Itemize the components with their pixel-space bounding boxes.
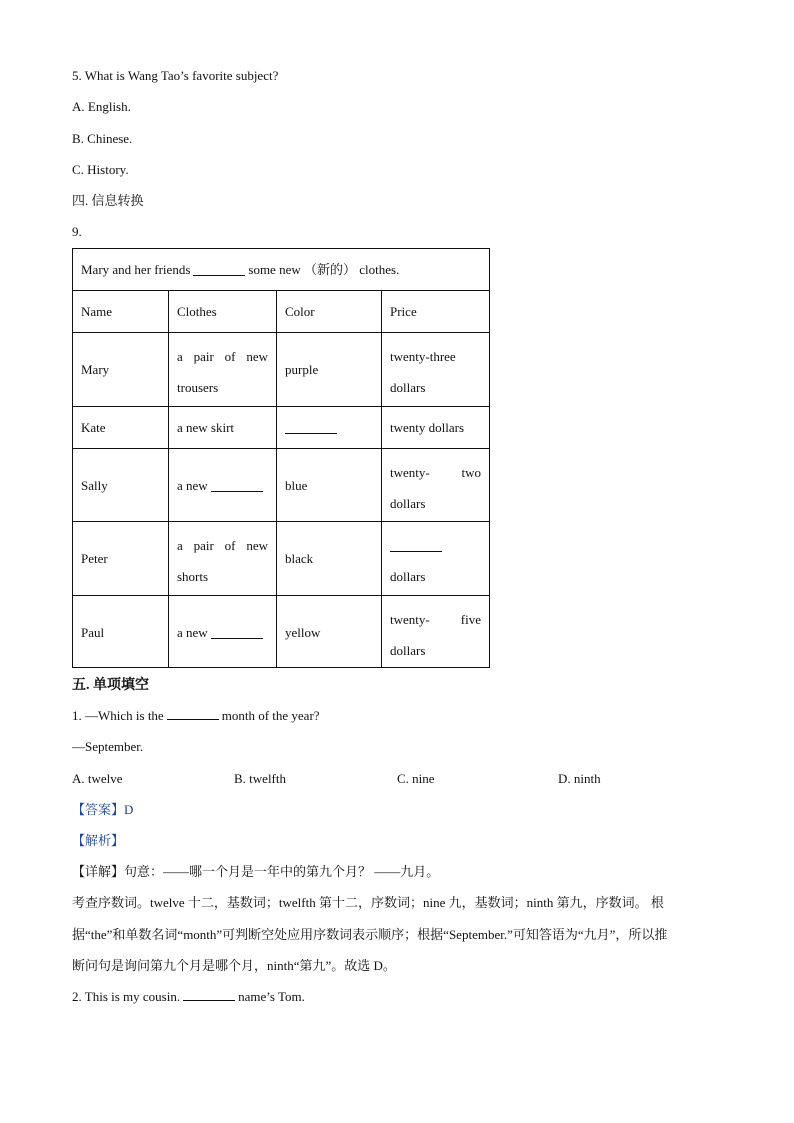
table-row-peter-price bbox=[382, 522, 489, 596]
s5-q2-stem-suffix: name’s Tom. bbox=[238, 989, 305, 1004]
table-row-mary-clothes bbox=[169, 333, 277, 407]
s5-q1-detail-2: 考查序数词。twelve 十二，基数词；twelfth 第十二，序数词；nine 九，基数词；ninth 第九，序数词。 根 bbox=[72, 895, 664, 910]
sally-price-part2: two bbox=[461, 464, 481, 480]
paul-price-part1: twenty- bbox=[390, 611, 430, 627]
table-row-kate-clothes: a new skirt bbox=[169, 407, 277, 449]
mary-clothes-line1: a pair of new bbox=[177, 349, 268, 364]
table-row-kate-price: twenty dollars bbox=[382, 407, 489, 449]
paul-price-line2: dollars bbox=[390, 642, 426, 658]
q5-question: 5. What is Wang Tao’s favorite subject? bbox=[72, 68, 279, 83]
table-row-peter-name: Peter bbox=[73, 522, 169, 596]
header-price: Price bbox=[382, 291, 489, 333]
s5-q2-blank[interactable] bbox=[183, 988, 235, 1001]
kate-color-blank[interactable] bbox=[285, 421, 337, 434]
s5-q1-detail-4: 断问句是询问第九个月是哪个月，ninth“第九”。故选 D。 bbox=[72, 958, 396, 973]
table-row-kate-name: Kate bbox=[73, 407, 169, 449]
s5-q1-analysis-label: 【解析】 bbox=[72, 833, 125, 848]
s5-q1-detail-3: 据“the”和单数名词“month”可判断空处应用序数词表示顺序；根据“September.”可知答语为“九月”，所以推 bbox=[72, 927, 668, 942]
s5-q1-stem-prefix: 1. —Which is the bbox=[72, 708, 164, 723]
table-title-prefix: Mary and her friends bbox=[81, 262, 191, 277]
s5-q2-stem bbox=[72, 988, 305, 1006]
q5-option-a: A. English. bbox=[72, 99, 131, 114]
s5-q2-stem-prefix: 2. This is my cousin. bbox=[72, 989, 181, 1004]
table-row-kate-color bbox=[277, 407, 382, 449]
q5-option-b: B. Chinese. bbox=[72, 131, 133, 146]
section-5-heading: 五. 单项填空 bbox=[72, 678, 149, 693]
table-row-paul-color: yellow bbox=[277, 596, 382, 668]
table-row-sally-name: Sally bbox=[73, 449, 169, 522]
s5-q1-stem-suffix: month of the year? bbox=[221, 708, 320, 723]
mary-clothes-line2: trousers bbox=[177, 380, 219, 395]
s5-q1-option-b: B. twelfth bbox=[234, 771, 286, 786]
table-row-peter-color: black bbox=[277, 522, 382, 596]
s5-q1-stem bbox=[72, 707, 320, 725]
q5-option-c: C. History. bbox=[72, 162, 129, 177]
table-row-paul-name: Paul bbox=[73, 596, 169, 668]
table-title bbox=[73, 249, 489, 291]
header-color: Color bbox=[277, 291, 382, 333]
table-row-sally-color: blue bbox=[277, 449, 382, 522]
s5-q1-answer-line: —September. bbox=[72, 739, 144, 754]
table-row-mary-price bbox=[382, 333, 489, 407]
peter-clothes-line1: a pair of new bbox=[177, 538, 268, 553]
peter-price-blank[interactable] bbox=[390, 539, 442, 552]
s5-q1-blank[interactable] bbox=[167, 707, 219, 720]
section-4-heading: 四. 信息转换 bbox=[72, 193, 144, 208]
header-clothes: Clothes bbox=[169, 291, 277, 333]
s5-q1-answer: 【答案】D bbox=[72, 802, 134, 817]
mary-price-line1: twenty-three bbox=[390, 349, 456, 364]
table-row-mary-name: Mary bbox=[73, 333, 169, 407]
sally-price-line2: dollars bbox=[390, 495, 426, 511]
table-row-paul-clothes bbox=[169, 596, 277, 668]
s5-q1-option-a: A. twelve bbox=[72, 771, 123, 786]
s5-q1-option-c: C. nine bbox=[397, 771, 435, 786]
paul-price-part2: five bbox=[460, 611, 481, 627]
peter-price-line2: dollars bbox=[390, 569, 426, 584]
question-9-number: 9. bbox=[72, 224, 82, 239]
sally-price-part1: twenty- bbox=[390, 464, 430, 480]
table-title-suffix: some new （新的） clothes. bbox=[248, 262, 400, 277]
paul-clothes-prefix: a new bbox=[177, 624, 208, 640]
info-table bbox=[72, 248, 490, 668]
title-blank[interactable] bbox=[193, 263, 245, 276]
table-row-paul-price bbox=[382, 596, 489, 668]
table-row-mary-color: purple bbox=[277, 333, 382, 407]
header-name: Name bbox=[73, 291, 169, 333]
table-row-sally-clothes bbox=[169, 449, 277, 522]
table-row-peter-clothes bbox=[169, 522, 277, 596]
mary-price-line2: dollars bbox=[390, 380, 426, 395]
paul-clothes-blank[interactable] bbox=[211, 626, 263, 639]
s5-q1-detail-1: 【详解】句意：——哪一个月是一年中的第九个月？ ——九月。 bbox=[72, 864, 440, 879]
sally-clothes-blank[interactable] bbox=[211, 479, 263, 492]
s5-q1-option-d: D. ninth bbox=[558, 771, 601, 786]
table-row-sally-price bbox=[382, 449, 489, 522]
sally-clothes-prefix: a new bbox=[177, 477, 208, 493]
peter-clothes-line2: shorts bbox=[177, 569, 209, 584]
